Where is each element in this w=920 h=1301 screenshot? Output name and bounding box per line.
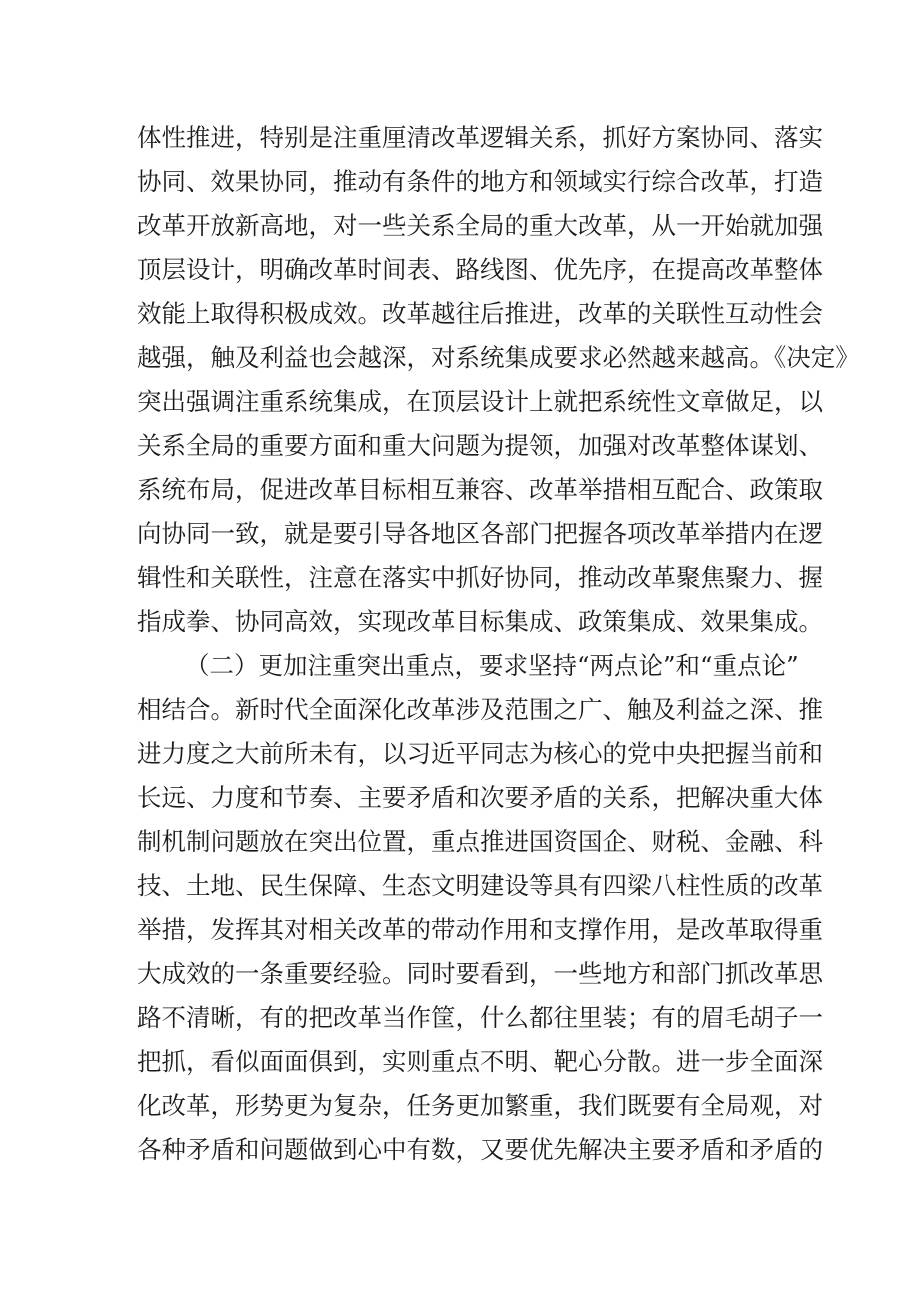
body-text-line: 进力度之大前所未有，以习近平同志为核心的党中央把握当前和	[137, 739, 823, 768]
body-text-line: 长远、力度和节奏、主要矛盾和次要矛盾的关系，把解决重大体	[137, 783, 823, 812]
body-text-line: 顶层设计，明确改革时间表、路线图、优先序，在提高改革整体	[137, 255, 823, 284]
body-text-line: 路不清晰，有的把改革当作筐，什么都往里装；有的眉毛胡子一	[137, 1003, 823, 1032]
body-text-line: 相结合。新时代全面深化改革涉及范围之广、触及利益之深、推	[137, 695, 823, 724]
body-text-line: 把抓，看似面面俱到，实则重点不明、靶心分散。进一步全面深	[137, 1047, 823, 1076]
body-text-line: 系统布局，促进改革目标相互兼容、改革举措相互配合、政策取	[137, 475, 823, 504]
body-text-line: 制机制问题放在突出位置，重点推进国资国企、财税、金融、科	[137, 827, 823, 856]
body-text-line: 向协同一致，就是要引导各地区各部门把握各项改革举措内在逻	[137, 519, 823, 548]
body-text-line: 改革开放新高地，对一些关系全局的重大改革，从一开始就加强	[137, 211, 823, 240]
body-text-line: 辑性和关联性，注意在落实中抓好协同，推动改革聚焦聚力、握	[137, 563, 823, 592]
body-text-line: 技、土地、民生保障、生态文明建设等具有四梁八柱性质的改革	[137, 871, 823, 900]
body-text-line: 举措，发挥其对相关改革的带动作用和支撑作用，是改革取得重	[137, 915, 823, 944]
body-text-line: 突出强调注重系统集成，在顶层设计上就把系统性文章做足，以	[137, 387, 823, 416]
body-text-line: 化改革，形势更为复杂，任务更加繁重，我们既要有全局观，对	[137, 1091, 823, 1120]
body-text-line: 各种矛盾和问题做到心中有数，又要优先解决主要矛盾和矛盾的	[137, 1135, 823, 1164]
body-text-line: 协同、效果协同，推动有条件的地方和领域实行综合改革，打造	[137, 167, 823, 196]
body-text-line: 大成效的一条重要经验。同时要看到，一些地方和部门抓改革思	[137, 959, 823, 988]
body-text-line: 体性推进，特别是注重厘清改革逻辑关系，抓好方案协同、落实	[137, 123, 823, 152]
body-text-line: 指成拳、协同高效，实现改革目标集成、政策集成、效果集成。	[137, 607, 823, 636]
body-text-line: 效能上取得积极成效。改革越往后推进，改革的关联性互动性会	[137, 299, 823, 328]
section-heading-line: （二）更加注重突出重点，要求坚持“两点论”和“重点论”	[185, 651, 799, 680]
body-text-line: 越强，触及利益也会越深，对系统集成要求必然越来越高。《决定》	[137, 343, 860, 372]
body-text-line: 关系全局的重要方面和重大问题为提领，加强对改革整体谋划、	[137, 431, 823, 460]
